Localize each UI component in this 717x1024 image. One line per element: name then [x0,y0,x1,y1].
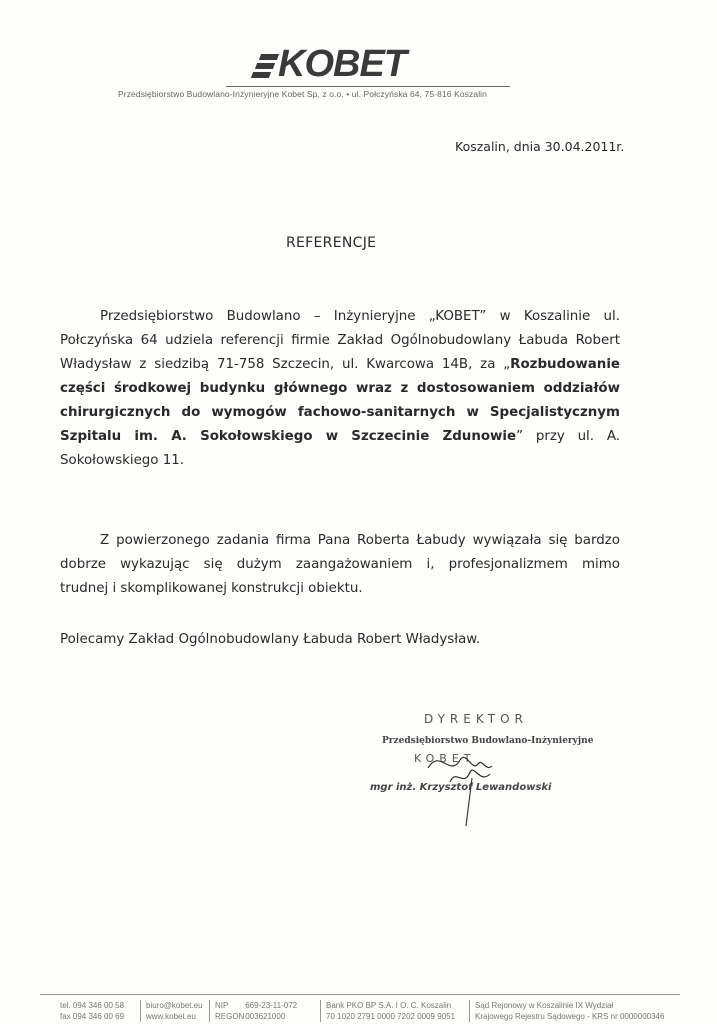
reference-paragraph-2 [60,529,620,601]
letter-title: REFERENCJE [286,235,377,251]
footer-divider [40,994,680,995]
paragraph-line: dobrze wykazując się dużym zaangażowaniem i, profesjonalizmem mimo [60,557,620,572]
paragraph-line [60,353,620,377]
footer-bank-account: 70 1020 2791 0000 7202 0009 9051 [326,1012,456,1021]
logo-stripes-icon [250,50,280,80]
footer-bank [326,1000,455,1022]
paragraph-line: Połczyńska 64 udziela referencji firmie Zakład Ogólnobudowlany Łabuda Robert [60,333,620,348]
project-name-bold: Szpitalu im. A. Sokołowskiego w Szczecinie Zdunowie [60,429,517,444]
paragraph-line: Sokołowskiego 11. [60,453,185,468]
paragraph-text: Władysław z siedzibą 71-758 Szczecin, ul. Kwarcowa 14B, za „ [60,357,511,372]
footer-regon: 003621000 [245,1012,286,1021]
logo-wordmark: KOBET [278,43,406,85]
footer-krs: Krajowego Rejestru Sądowego - KRS nr 0000000346 [475,1012,665,1021]
reference-paragraph-1 [60,305,620,473]
footer-tel: tel. 094 346 00 58 [60,1001,125,1010]
stamp-company: Przedsiębiorstwo Budowlano-Inżynieryjne [382,736,594,746]
stamp-role: DYREKTOR [424,712,528,726]
footer-nip: 669-23-11-072 [245,1001,298,1010]
footer-separator [469,1000,470,1022]
paragraph-line [60,377,620,401]
footer-separator [320,1000,321,1022]
company-address-line: Przedsiębiorstwo Budowlano-Inżynieryjne Kobet Sp. z o.o. • ul. Połczyńska 64, 75-816 Koszalin [118,89,487,99]
paragraph-line: Przedsiębiorstwo Budowlano – Inżynieryjne „KOBET” w Koszalinie ul. [100,309,620,324]
footer-court [475,1000,664,1022]
letterhead-divider [226,86,510,87]
footer-separator [140,1000,141,1022]
handwritten-signature-icon [420,738,540,828]
footer-www: www.kobet.eu [146,1012,196,1021]
project-name-bold: części środkowej budynku głównego wraz z dostosowaniem oddziałów [60,381,620,396]
paragraph-text: ” przy ul. A. [516,429,621,444]
footer-fax: fax 094 346 00 69 [60,1012,125,1021]
stamp-company-name: KOBET [414,752,476,765]
footer-regon-label: REGON [215,1012,245,1021]
letter-date: Koszalin, dnia 30.04.2011r. [455,139,625,154]
footer-separator [209,1000,210,1022]
footer-phone [60,1000,124,1022]
footer-contact [146,1000,203,1022]
paragraph-line: Z powierzonego zadania firma Pana Roberta Łabudy wywiązała się bardzo [100,533,620,548]
footer-nip-label: NIP [215,1001,229,1010]
project-name-bold: Rozbudowanie [510,357,620,372]
stamp-signer: mgr inż. Krzysztof Lewandowski [370,782,552,793]
paragraph-line: trudnej i skomplikowanej konstrukcji obiektu. [60,581,363,596]
footer-ids [215,1000,297,1022]
recommendation-sentence: Polecamy Zakład Ogólnobudowlany Łabuda Robert Władysław. [60,632,481,647]
paragraph-line [60,425,620,449]
project-name-bold: chirurgicznych do wymogów fachowo-sanitarnych w Specjalistycznym [60,405,620,420]
company-logo [250,44,430,88]
footer-email: biuro@kobet.eu [146,1001,203,1010]
paragraph-line [60,401,620,425]
footer-court-name: Sąd Rejonowy w Koszalinie IX Wydział [475,1001,614,1010]
footer-bank-name: Bank PKO BP S.A. I O. C. Koszalin [326,1001,452,1010]
